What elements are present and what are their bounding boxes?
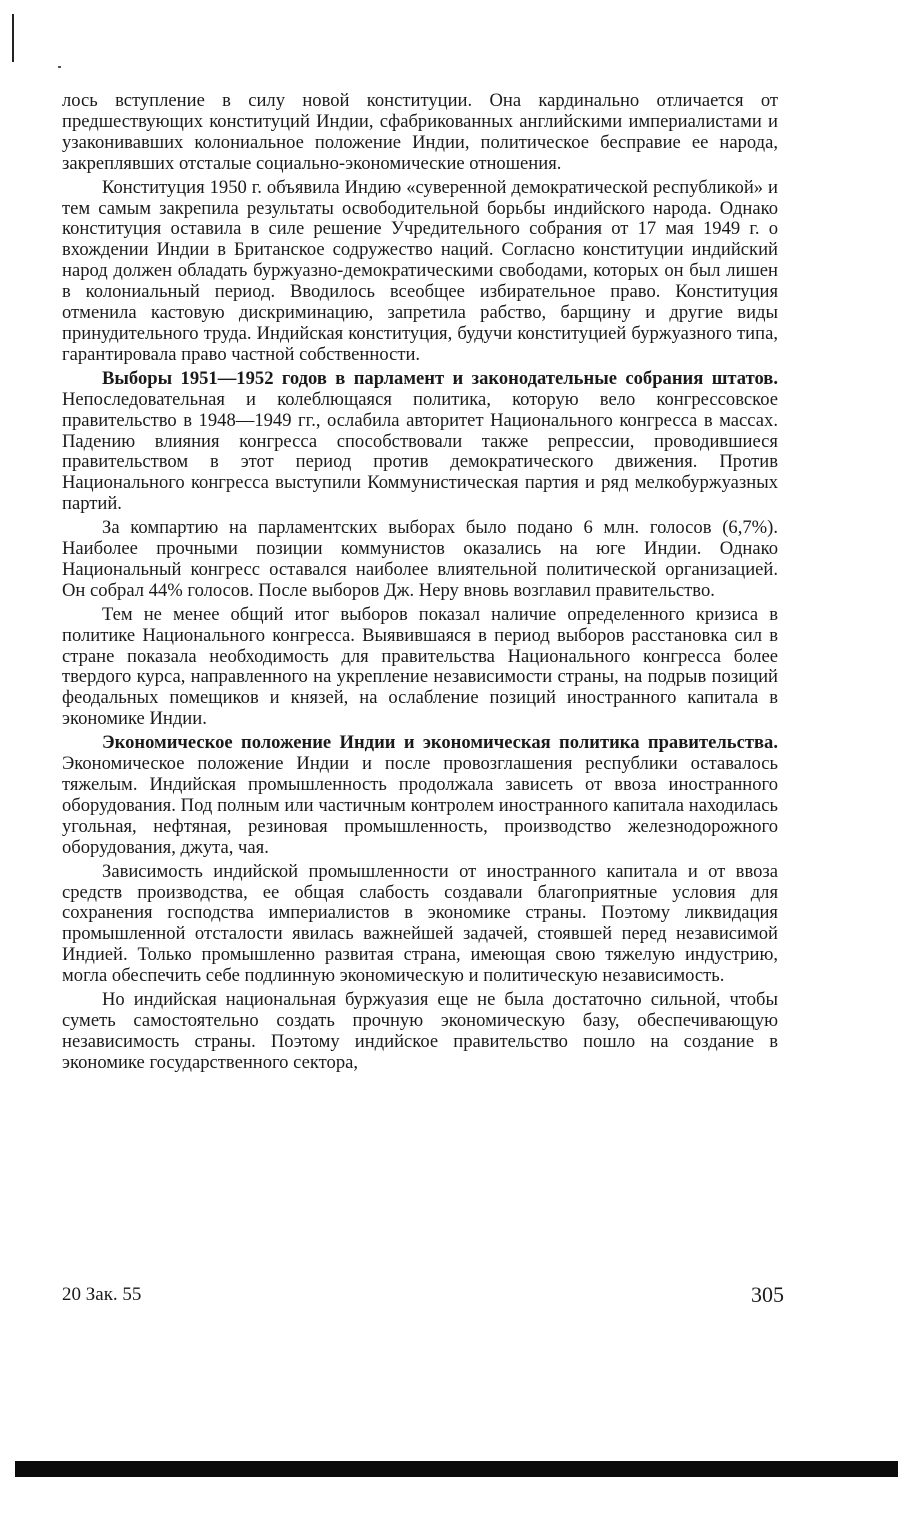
paragraph-text: Непоследовательная и колеблющаяся политика, которую вело конгрессовское правительство в 1948—1949 гг., ослабила авторитет Национального конгресса в массах. Падению влияния конгресса способствовали также репрессии, проводившиеся правительством в этот период против демократического движения. Против Национального конгресса выступили Коммунистическая партия и ряд мелкобуржуазных партий. — [62, 388, 778, 515]
paragraph-text: Экономическое положение Индии и после провозглашения республики оставалось тяжелым. Индийская промышленность продолжала зависеть от ввоза иностранного оборудования. Под полным или частичным контролем иностранного капитала находилась угольная, нефтяная, резиновая промышленность, производство железнодорожного оборудования, джута, чая. — [62, 753, 778, 858]
paragraph-text: лось вступление в силу новой конституции. Она кардинально отличается от предшествующих конституций Индии, сфабрикованных английскими империалистами и узаконивавших колониальное положение Индии, политическое бесправие ее народа, закреплявших отсталые социально-экономические отношения. — [62, 90, 778, 174]
page-number: 305 — [751, 1282, 784, 1307]
paragraph-text: Зависимость индийской промышленности от иностранного капитала и от ввоза средств производства, ее общая слабость создавали благоприятные условия для сохранения господства империалистов в экономике страны. Поэтому ликвидация промышленной отсталости явилась важнейшей задачей, стоявшей перед независимой Индией. Только промышленно развитая страна, имеющая свою тяжелую индустрию, могла обеспечить себе подлинную экономическую и политическую независимость. — [62, 860, 778, 987]
page-body — [62, 91, 778, 1074]
paragraph — [62, 733, 778, 858]
paragraph-text: Тем не менее общий итог выборов показал наличие определенного кризиса в политике Национального конгресса. Выявившаяся в период выборов расстановка сил в стране показала необходимость для правительства Национального конгресса более твердого курса, направленного на укрепление независимости страны, на подрыв позиций феодальных помещиков и князей, на ослабление позиций иностранного капитала в экономике Индии. — [62, 603, 778, 730]
paragraph — [62, 518, 778, 602]
section-heading: Экономическое положение Индии и экономическая политика правительства. — [102, 732, 778, 754]
paragraph — [62, 605, 778, 730]
paragraph — [62, 91, 778, 175]
scan-speck — [58, 66, 61, 68]
margin-mark — [12, 14, 14, 62]
paragraph — [62, 178, 778, 366]
paragraph — [62, 990, 778, 1074]
printer-signature: 20 Зак. 55 — [62, 1284, 142, 1305]
scan-edge-bar — [15, 1461, 898, 1477]
paragraph-text: За компартию на парламентских выборах было подано 6 млн. голосов (6,7%). Наиболее прочными позиции коммунистов оказались на юге Индии. Однако Национальный конгресс оставался наиболее влиятельной политической организацией. Он собрал 44% голосов. После выборов Дж. Неру вновь возглавил правительство. — [62, 517, 778, 601]
paragraph — [62, 862, 778, 987]
paragraph-text: Конституция 1950 г. объявила Индию «суверенной демократической республикой» и тем самым закрепила результаты освободительной борьбы индийского народа. Однако конституция оставила в силе решение Учредительного собрания от 17 мая 1949 г. о вхождении Индии в Британское содружество наций. Согласно конституции индийский народ должен обладать буржуазно-демократическими свободами, которых он был лишен в колониальный период. Вводилось всеобщее избирательное право. Конституция отменила кастовую дискриминацию, запретила рабство, барщину и другие виды принудительного труда. Индийская конституция, будучи конституцией буржуазного типа, гарантировала право частной собственности. — [62, 176, 778, 365]
paragraph-text: Но индийская национальная буржуазия еще не была достаточно сильной, чтобы суметь самостоятельно создать прочную экономическую базу, обеспечивающую независимость страны. Поэтому индийское правительство пошло на создание в экономике государственного сектора, — [62, 989, 778, 1073]
paragraph — [62, 369, 778, 515]
section-heading: Выборы 1951—1952 годов в парламент и законодательные собрания штатов. — [102, 367, 778, 389]
